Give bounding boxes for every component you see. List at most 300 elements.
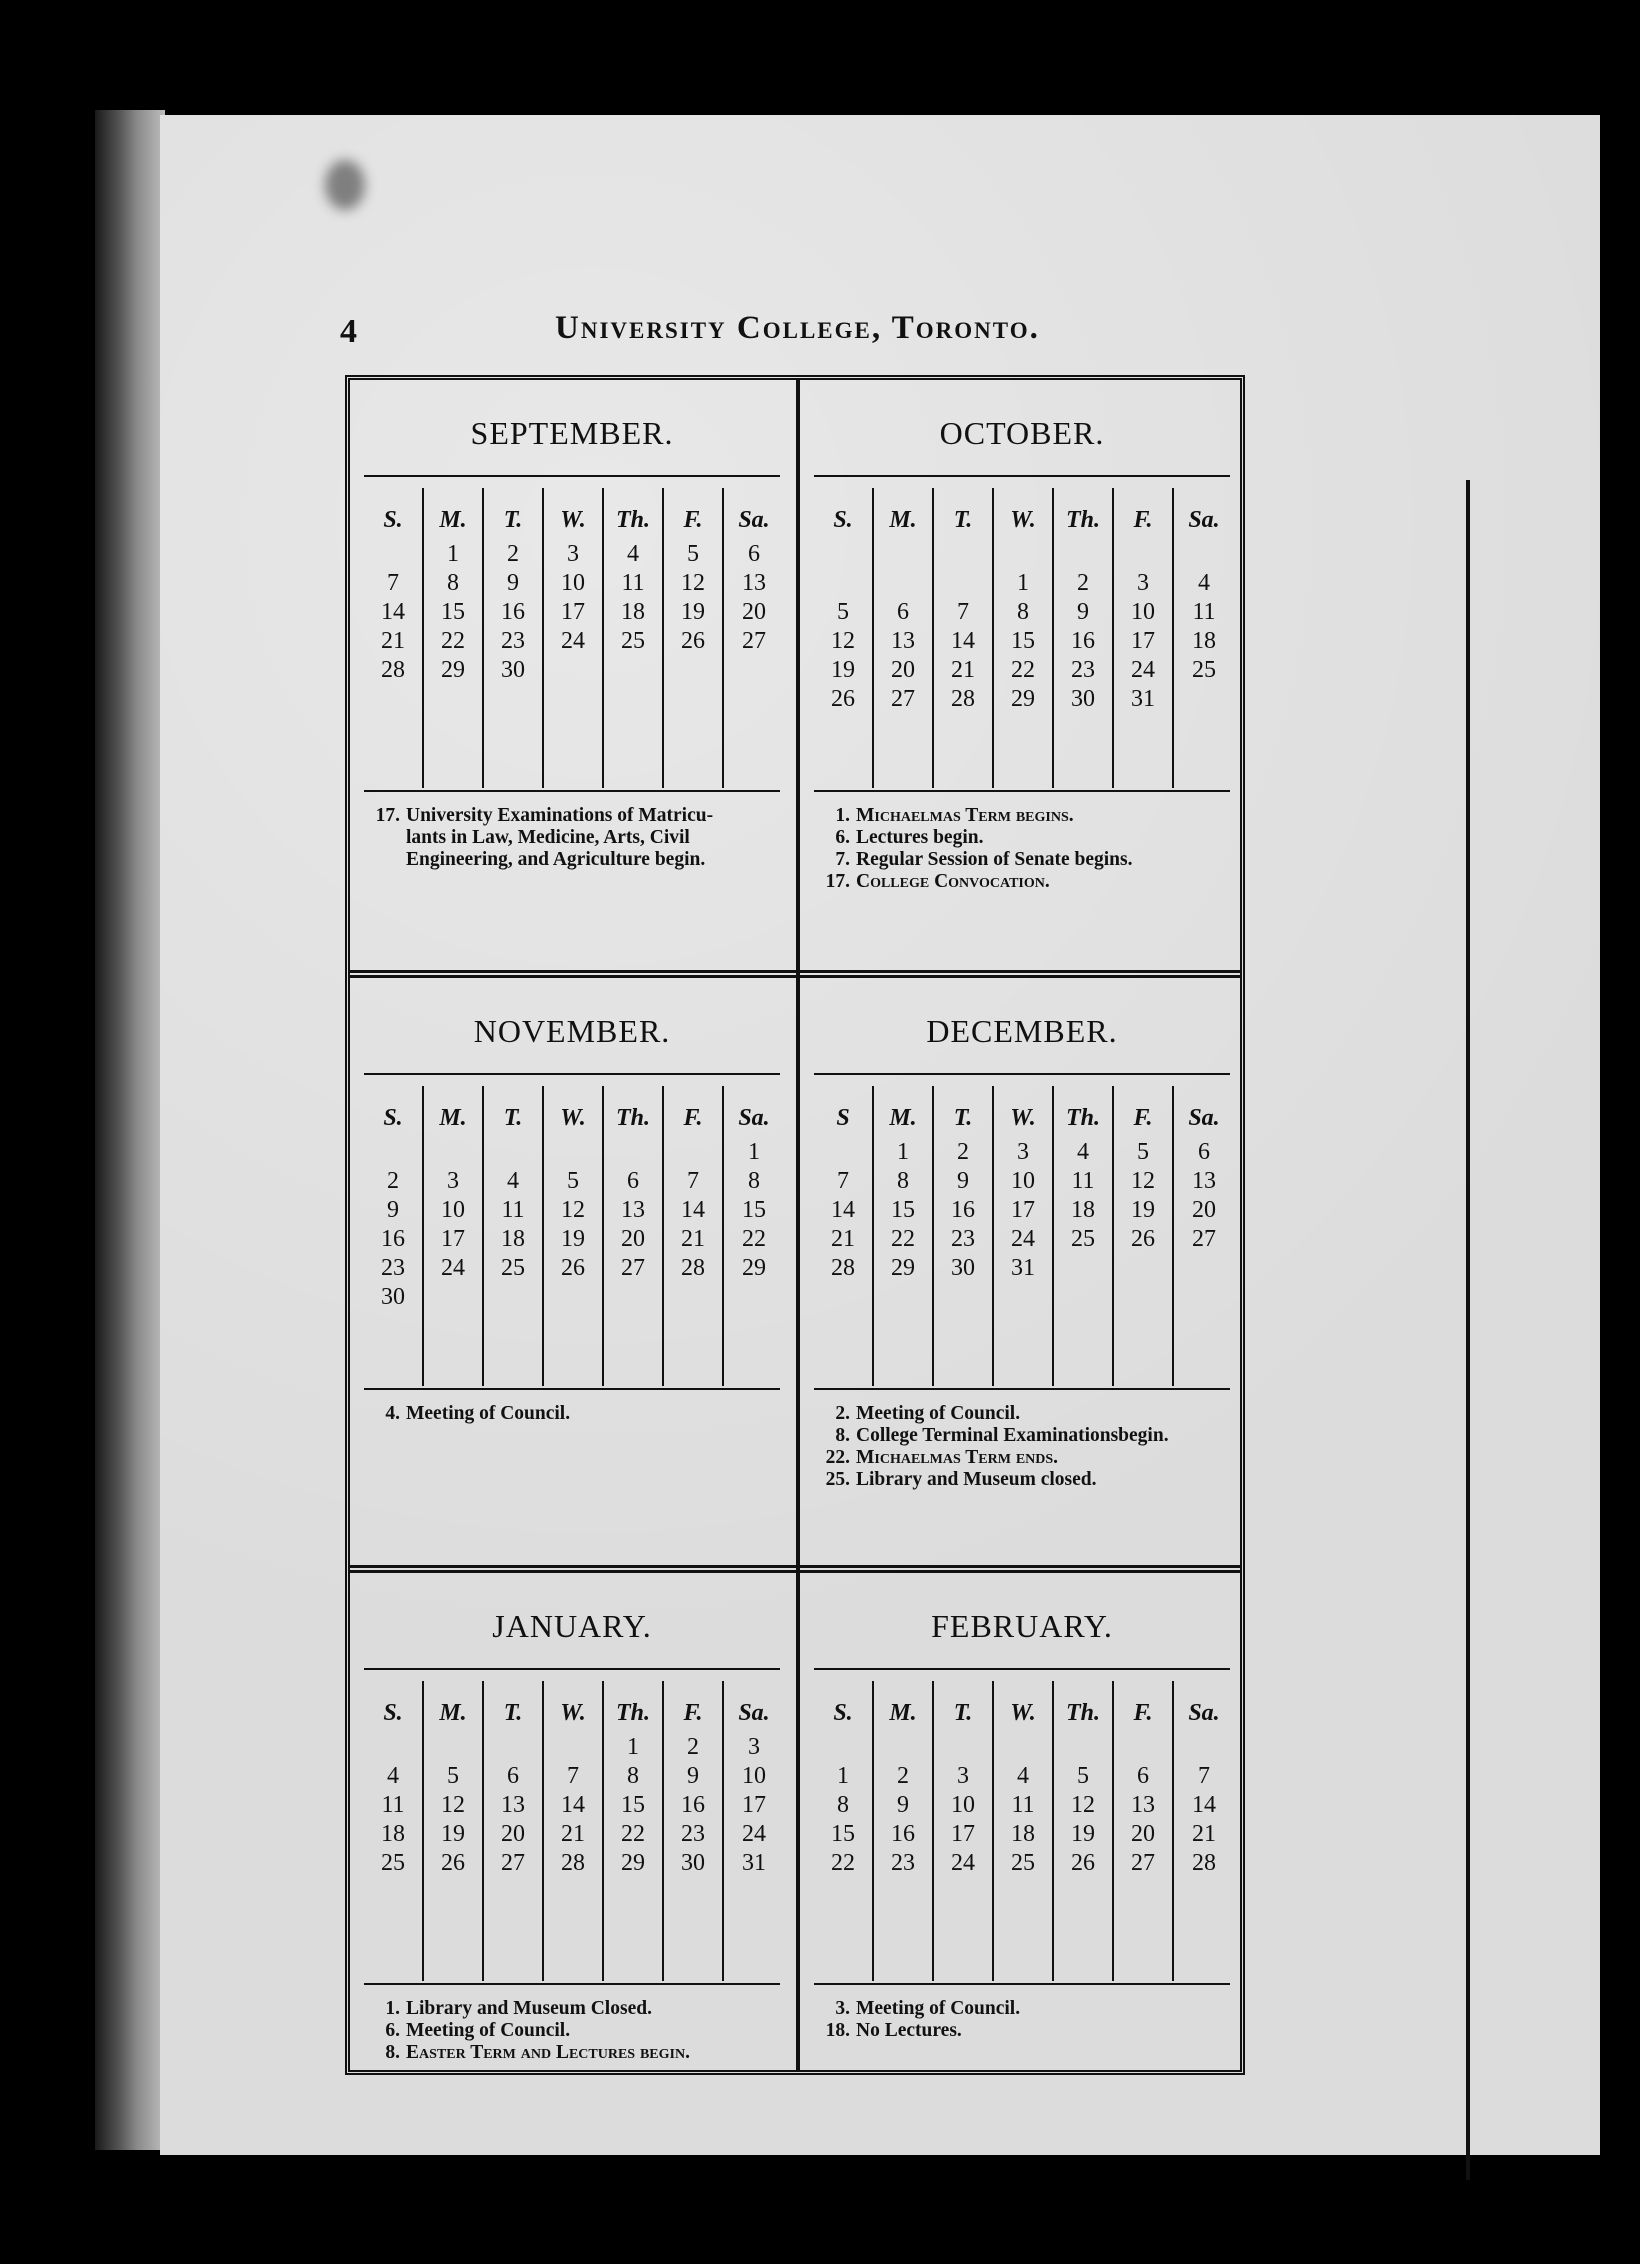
date-cell: 18 — [1192, 628, 1216, 654]
weekday-header: Sa. — [738, 1105, 770, 1131]
date-cell: 23 — [681, 1821, 705, 1847]
weekday-column — [994, 1086, 1054, 1386]
date-cell: 19 — [1131, 1197, 1155, 1223]
note-line — [370, 2020, 782, 2042]
month-notes — [820, 805, 1232, 893]
note-line — [820, 2020, 1232, 2042]
date-cell: 6 — [1137, 1763, 1149, 1789]
date-cell: 21 — [951, 657, 975, 683]
date-cell — [1174, 540, 1234, 569]
note-number: 8. — [835, 1425, 850, 1446]
date-cell: 25 — [1011, 1850, 1035, 1876]
month-rule-bottom — [364, 790, 780, 792]
date-cell: 5 — [567, 1168, 579, 1194]
date-cell: 30 — [381, 1284, 405, 1310]
date-cell — [424, 1283, 482, 1312]
date-cell — [1054, 540, 1112, 569]
date-cell: 12 — [1071, 1792, 1095, 1818]
month-rule-bottom — [814, 1388, 1230, 1390]
note-line — [370, 1403, 782, 1425]
date-cell: 22 — [441, 628, 465, 654]
date-cell: 19 — [441, 1821, 465, 1847]
month-rule-bottom — [814, 1983, 1230, 1985]
date-cell: 18 — [1071, 1197, 1095, 1223]
note-text: Library and Museum Closed. — [406, 1998, 652, 2019]
date-cell: 20 — [742, 599, 766, 625]
date-cell: 8 — [897, 1168, 909, 1194]
date-cell: 29 — [1011, 686, 1035, 712]
date-cell: 2 — [387, 1168, 399, 1194]
weekday-column — [664, 488, 724, 788]
date-cell — [724, 656, 784, 685]
weekday-header: T. — [503, 507, 523, 533]
note-number: 25. — [825, 1469, 850, 1490]
month-rule — [814, 475, 1230, 477]
note-text: Michaelmas Term begins. — [856, 805, 1074, 826]
date-cell: 10 — [1131, 599, 1155, 625]
date-cell: 29 — [891, 1255, 915, 1281]
date-cell: 14 — [1192, 1792, 1216, 1818]
date-cell: 14 — [681, 1197, 705, 1223]
date-cell — [484, 1733, 542, 1762]
weekday-column — [874, 1681, 934, 1981]
date-cell: 16 — [501, 599, 525, 625]
date-cell: 5 — [447, 1763, 459, 1789]
date-cell: 10 — [1011, 1168, 1035, 1194]
date-cell: 15 — [742, 1197, 766, 1223]
month-block — [802, 380, 1242, 943]
note-line — [370, 805, 782, 827]
note-text: College Convocation. — [856, 871, 1050, 892]
month-block — [352, 380, 792, 943]
date-cell: 13 — [1131, 1792, 1155, 1818]
weekday-column — [724, 1681, 784, 1981]
weekday-header: F. — [1133, 1700, 1153, 1726]
note-line — [820, 1998, 1232, 2020]
date-cell: 16 — [681, 1792, 705, 1818]
weekday-column — [934, 1681, 994, 1981]
date-cell: 5 — [687, 541, 699, 567]
weekday-column — [1114, 488, 1174, 788]
weekday-column — [934, 488, 994, 788]
weekday-header: Th. — [615, 507, 650, 533]
note-text: Regular Session of Senate begins. — [856, 849, 1133, 870]
date-cell: 20 — [621, 1226, 645, 1252]
note-continuation: lants in Law, Medicine, Arts, Civil — [406, 827, 690, 848]
month-name: SEPTEMBER. — [470, 415, 674, 451]
day-grid — [364, 1681, 784, 1981]
date-cell: 21 — [831, 1226, 855, 1252]
calendar-frame — [345, 375, 1245, 2075]
date-cell: 6 — [897, 599, 909, 625]
weekday-column — [994, 1681, 1054, 1981]
month-rule — [364, 1668, 780, 1670]
note-number: 4. — [385, 1403, 400, 1424]
month-rule — [814, 1073, 1230, 1075]
date-cell — [814, 1138, 872, 1167]
date-cell — [874, 540, 932, 569]
date-cell: 3 — [1017, 1139, 1029, 1165]
date-cell: 6 — [1198, 1139, 1210, 1165]
note-text: University Examinations of Matricu- — [406, 805, 714, 826]
note-text: Meeting of Council. — [856, 1998, 1021, 2019]
weekday-header: M. — [889, 1700, 917, 1726]
weekday-column — [664, 1681, 724, 1981]
date-cell — [664, 656, 722, 685]
date-cell: 9 — [507, 570, 519, 596]
note-text: College Terminal Examinationsbegin. — [856, 1425, 1169, 1446]
note-continuation: Engineering, and Agriculture begin. — [406, 849, 706, 870]
date-cell: 11 — [1071, 1168, 1095, 1194]
weekday-header: Sa. — [1188, 1105, 1220, 1131]
date-cell: 11 — [621, 570, 645, 596]
date-cell: 6 — [507, 1763, 519, 1789]
date-cell: 18 — [621, 599, 645, 625]
weekday-column — [814, 1086, 874, 1386]
note-number: 17. — [375, 805, 400, 826]
date-cell — [484, 1283, 542, 1312]
date-cell: 30 — [501, 657, 525, 683]
page-number: 4 — [340, 313, 357, 350]
date-cell — [1174, 1254, 1234, 1283]
date-cell: 1 — [897, 1139, 909, 1165]
weekday-header: F. — [683, 1700, 703, 1726]
date-cell: 21 — [681, 1226, 705, 1252]
date-cell: 27 — [891, 686, 915, 712]
date-cell: 21 — [1192, 1821, 1216, 1847]
date-cell: 26 — [441, 1850, 465, 1876]
date-cell: 15 — [831, 1821, 855, 1847]
weekday-header: W. — [560, 507, 586, 533]
date-cell — [604, 1283, 662, 1312]
weekday-header: Th. — [615, 1105, 650, 1131]
weekday-header: F. — [683, 507, 703, 533]
weekday-header: M. — [889, 507, 917, 533]
weekday-header: W. — [1010, 1700, 1036, 1726]
weekday-column — [484, 1086, 544, 1386]
day-grid — [364, 1086, 784, 1386]
date-cell — [604, 1138, 662, 1167]
date-cell: 4 — [627, 541, 639, 567]
weekday-header: F. — [1133, 507, 1153, 533]
weekday-column — [724, 488, 784, 788]
month-block — [352, 1573, 792, 2136]
weekday-column — [604, 1086, 664, 1386]
date-cell — [664, 1138, 722, 1167]
date-cell — [1174, 685, 1234, 714]
date-cell — [1054, 1733, 1112, 1762]
note-number: 6. — [385, 2020, 400, 2041]
date-cell: 15 — [441, 599, 465, 625]
date-cell: 28 — [681, 1255, 705, 1281]
date-cell: 7 — [387, 570, 399, 596]
date-cell: 15 — [621, 1792, 645, 1818]
weekday-header: W. — [560, 1105, 586, 1131]
date-cell: 20 — [891, 657, 915, 683]
date-cell — [544, 1138, 602, 1167]
date-cell: 31 — [1011, 1255, 1035, 1281]
note-text: Lectures begin. — [856, 827, 984, 848]
date-cell: 16 — [951, 1197, 975, 1223]
date-cell: 9 — [687, 1763, 699, 1789]
date-cell: 25 — [621, 628, 645, 654]
date-cell — [934, 569, 992, 598]
page-edge-line — [1466, 480, 1470, 2180]
note-number: 1. — [835, 805, 850, 826]
date-cell: 28 — [831, 1255, 855, 1281]
month-rule — [364, 475, 780, 477]
weekday-header: S. — [383, 1105, 403, 1131]
weekday-column — [604, 488, 664, 788]
date-cell — [484, 1138, 542, 1167]
date-cell: 21 — [561, 1821, 585, 1847]
date-cell: 13 — [501, 1792, 525, 1818]
date-cell: 22 — [831, 1850, 855, 1876]
date-cell: 10 — [951, 1792, 975, 1818]
date-cell — [364, 1733, 422, 1762]
date-cell: 24 — [951, 1850, 975, 1876]
date-cell: 23 — [891, 1850, 915, 1876]
weekday-header: T. — [503, 1105, 523, 1131]
date-cell: 5 — [1077, 1763, 1089, 1789]
weekday-column — [544, 1681, 604, 1981]
date-cell: 28 — [951, 686, 975, 712]
weekday-header: F. — [1133, 1105, 1153, 1131]
month-notes — [820, 1403, 1232, 1491]
note-text: Meeting of Council. — [406, 2020, 571, 2041]
date-cell: 4 — [387, 1763, 399, 1789]
date-cell: 8 — [748, 1168, 760, 1194]
date-cell: 23 — [381, 1255, 405, 1281]
date-cell: 30 — [681, 1850, 705, 1876]
month-notes — [370, 1998, 782, 2064]
date-cell: 24 — [1131, 657, 1155, 683]
date-cell — [994, 540, 1052, 569]
weekday-header: Sa. — [1188, 1700, 1220, 1726]
date-cell — [724, 1283, 784, 1312]
column-divider — [796, 380, 800, 2070]
weekday-header: S — [836, 1105, 850, 1131]
note-line — [370, 2042, 782, 2064]
date-cell: 4 — [507, 1168, 519, 1194]
weekday-header: W. — [560, 1700, 586, 1726]
date-cell: 26 — [681, 628, 705, 654]
date-cell: 3 — [567, 541, 579, 567]
date-cell: 23 — [501, 628, 525, 654]
weekday-header: T. — [953, 1700, 973, 1726]
date-cell: 2 — [687, 1734, 699, 1760]
note-number: 3. — [835, 1998, 850, 2019]
note-text: Meeting of Council. — [406, 1403, 571, 1424]
weekday-header: M. — [439, 507, 467, 533]
date-cell: 2 — [897, 1763, 909, 1789]
running-head: University College, Toronto. — [555, 310, 1040, 346]
date-cell: 1 — [837, 1763, 849, 1789]
note-line — [820, 1447, 1232, 1469]
date-cell: 4 — [1017, 1763, 1029, 1789]
weekday-header: Th. — [1065, 507, 1100, 533]
note-text: Michaelmas Term ends. — [856, 1447, 1059, 1468]
month-notes — [370, 805, 782, 871]
weekday-column — [814, 1681, 874, 1981]
weekday-header: W. — [1010, 507, 1036, 533]
date-cell: 24 — [742, 1821, 766, 1847]
date-cell: 24 — [561, 628, 585, 654]
month-name: NOVEMBER. — [473, 1013, 671, 1049]
date-cell: 17 — [1131, 628, 1155, 654]
date-cell: 29 — [742, 1255, 766, 1281]
row-separator — [350, 970, 1240, 978]
weekday-header: S. — [833, 507, 853, 533]
date-cell: 21 — [381, 628, 405, 654]
date-cell — [1114, 1733, 1172, 1762]
weekday-column — [364, 1086, 424, 1386]
note-number: 6. — [835, 827, 850, 848]
date-cell: 29 — [441, 657, 465, 683]
date-cell: 3 — [957, 1763, 969, 1789]
date-cell: 8 — [627, 1763, 639, 1789]
date-cell: 11 — [381, 1792, 405, 1818]
weekday-column — [874, 1086, 934, 1386]
date-cell — [874, 569, 932, 598]
date-cell: 22 — [1011, 657, 1035, 683]
note-number: 7. — [835, 849, 850, 870]
date-cell: 13 — [891, 628, 915, 654]
date-cell: 3 — [447, 1168, 459, 1194]
date-cell: 26 — [561, 1255, 585, 1281]
month-block — [352, 978, 792, 1541]
note-text: Easter Term and Lectures begin. — [406, 2042, 690, 2063]
weekday-header: T. — [953, 507, 973, 533]
date-cell: 11 — [501, 1197, 525, 1223]
date-cell: 10 — [561, 570, 585, 596]
date-cell: 22 — [621, 1821, 645, 1847]
date-cell: 18 — [501, 1226, 525, 1252]
date-cell — [814, 1733, 872, 1762]
date-cell: 6 — [748, 541, 760, 567]
weekday-column — [724, 1086, 784, 1386]
scan-border-top — [0, 0, 1640, 100]
weekday-header: S. — [833, 1700, 853, 1726]
date-cell — [544, 656, 602, 685]
date-cell: 18 — [381, 1821, 405, 1847]
date-cell: 16 — [1071, 628, 1095, 654]
note-number: 1. — [385, 1998, 400, 2019]
date-cell — [874, 1733, 932, 1762]
note-line — [820, 805, 1232, 827]
date-cell: 9 — [897, 1792, 909, 1818]
date-cell — [604, 656, 662, 685]
date-cell: 1 — [447, 541, 459, 567]
date-cell: 19 — [681, 599, 705, 625]
month-block — [802, 978, 1242, 1541]
weekday-column — [604, 1681, 664, 1981]
date-cell: 22 — [891, 1226, 915, 1252]
month-name: DECEMBER. — [926, 1013, 1118, 1049]
date-cell: 15 — [891, 1197, 915, 1223]
weekday-column — [484, 488, 544, 788]
date-cell: 8 — [837, 1792, 849, 1818]
date-cell: 1 — [627, 1734, 639, 1760]
date-cell: 4 — [1077, 1139, 1089, 1165]
date-cell: 16 — [891, 1821, 915, 1847]
date-cell — [814, 569, 872, 598]
weekday-header: Sa. — [1188, 507, 1220, 533]
day-grid — [814, 1681, 1234, 1981]
date-cell: 26 — [831, 686, 855, 712]
date-cell: 28 — [381, 657, 405, 683]
weekday-header: W. — [1010, 1105, 1036, 1131]
date-cell — [544, 1733, 602, 1762]
month-name: FEBRUARY. — [931, 1608, 1113, 1644]
date-cell: 17 — [441, 1226, 465, 1252]
date-cell: 26 — [1071, 1850, 1095, 1876]
date-cell: 23 — [951, 1226, 975, 1252]
weekday-column — [424, 1086, 484, 1386]
date-cell: 17 — [951, 1821, 975, 1847]
date-cell: 17 — [561, 599, 585, 625]
date-cell: 26 — [1131, 1226, 1155, 1252]
row-separator — [350, 1565, 1240, 1573]
scan-border-right — [1600, 60, 1640, 2264]
date-cell: 11 — [1011, 1792, 1035, 1818]
weekday-header: Th. — [1065, 1105, 1100, 1131]
date-cell: 19 — [561, 1226, 585, 1252]
date-cell: 10 — [742, 1763, 766, 1789]
date-cell: 9 — [957, 1168, 969, 1194]
date-cell: 20 — [1192, 1197, 1216, 1223]
date-cell — [1174, 1733, 1234, 1762]
date-cell: 25 — [501, 1255, 525, 1281]
date-cell: 17 — [1011, 1197, 1035, 1223]
date-cell: 11 — [1192, 599, 1216, 625]
date-cell: 13 — [621, 1197, 645, 1223]
date-cell: 22 — [742, 1226, 766, 1252]
date-cell — [364, 540, 422, 569]
date-cell: 2 — [957, 1139, 969, 1165]
date-cell: 5 — [1137, 1139, 1149, 1165]
date-cell: 19 — [831, 657, 855, 683]
note-line — [820, 1469, 1232, 1491]
date-cell: 2 — [1077, 570, 1089, 596]
weekday-column — [1114, 1681, 1174, 1981]
date-cell: 3 — [1137, 570, 1149, 596]
weekday-column — [1054, 488, 1114, 788]
date-cell: 4 — [1198, 570, 1210, 596]
weekday-column — [544, 488, 604, 788]
weekday-header: Th. — [615, 1700, 650, 1726]
date-cell: 12 — [681, 570, 705, 596]
weekday-header: T. — [953, 1105, 973, 1131]
date-cell: 10 — [441, 1197, 465, 1223]
month-rule — [814, 1668, 1230, 1670]
note-number: 2. — [835, 1403, 850, 1424]
date-cell: 8 — [447, 570, 459, 596]
date-cell: 15 — [1011, 628, 1035, 654]
date-cell: 29 — [621, 1850, 645, 1876]
day-grid — [814, 1086, 1234, 1386]
note-line — [820, 1425, 1232, 1447]
date-cell: 14 — [831, 1197, 855, 1223]
date-cell: 31 — [1131, 686, 1155, 712]
date-cell: 12 — [441, 1792, 465, 1818]
month-name: OCTOBER. — [939, 415, 1105, 451]
weekday-header: M. — [439, 1105, 467, 1131]
note-line — [820, 1403, 1232, 1425]
date-cell: 12 — [831, 628, 855, 654]
note-text: Library and Museum closed. — [856, 1469, 1097, 1490]
month-name: JANUARY. — [492, 1608, 652, 1644]
